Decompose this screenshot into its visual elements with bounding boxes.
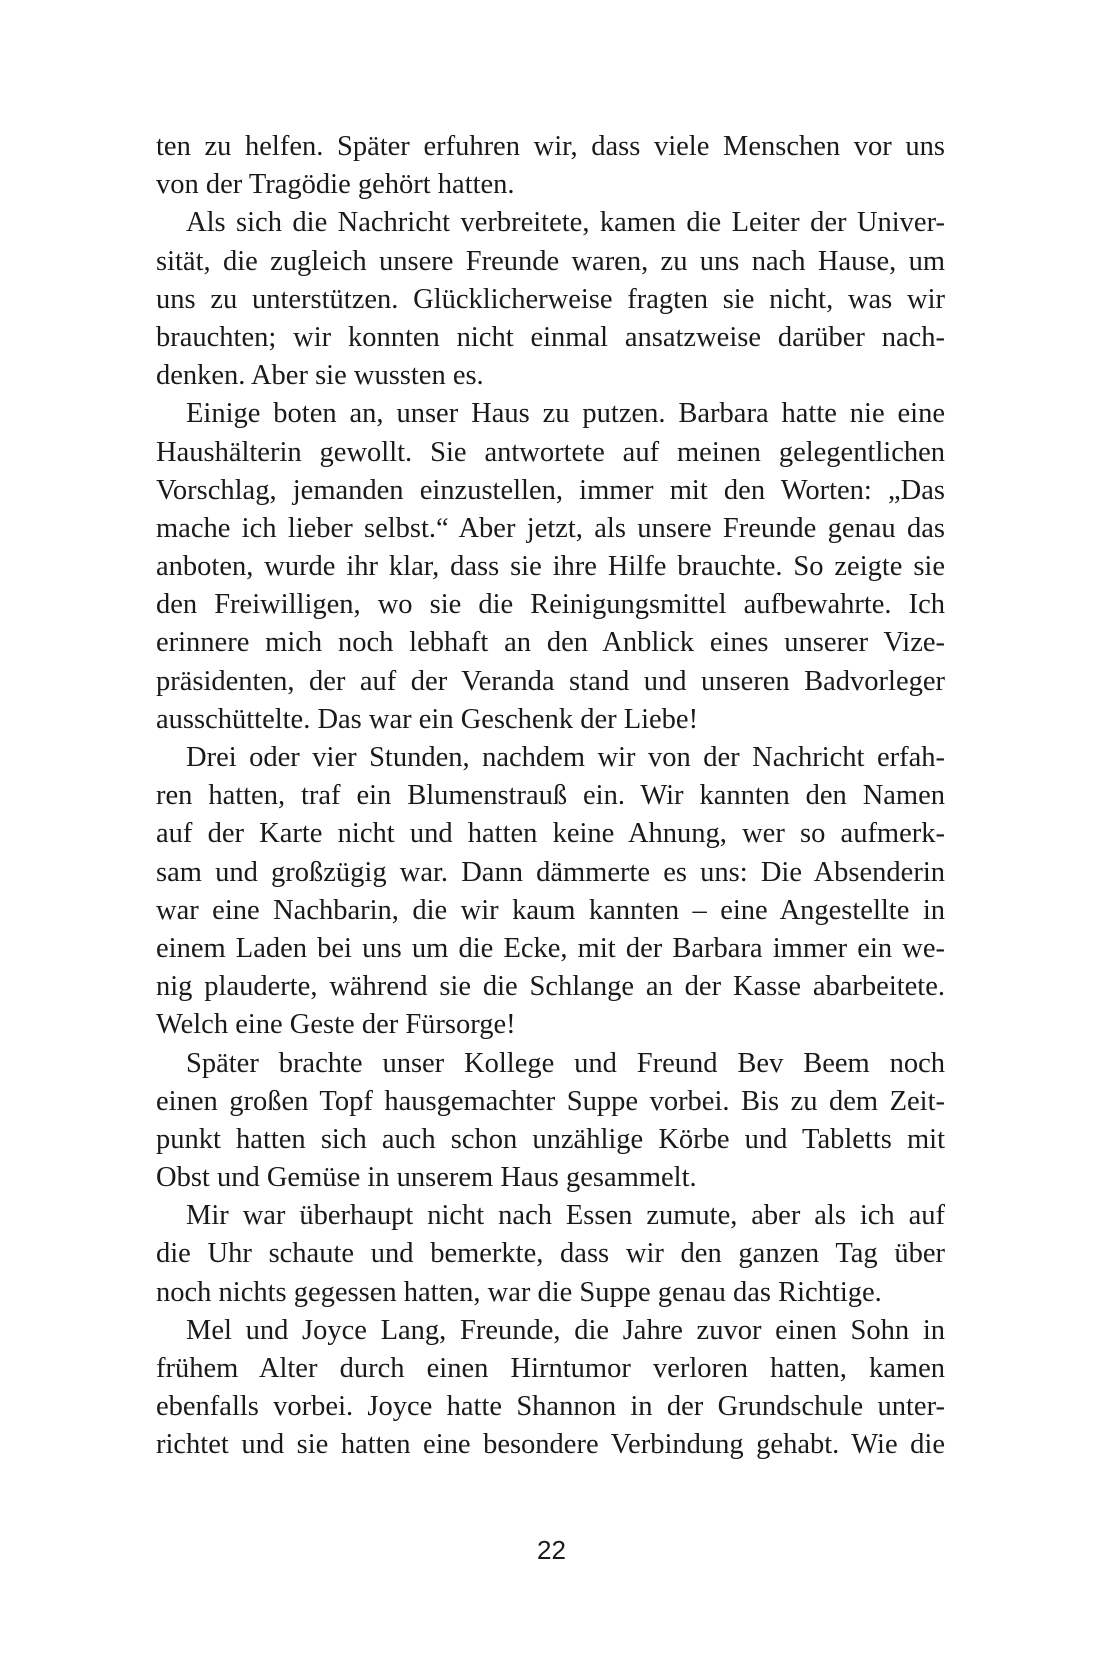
text-line: von der Tragödie gehört hatten. xyxy=(156,169,515,201)
text-line: nig plauderte, während sie die Schlange an der Kasse abarbeitete. xyxy=(156,971,945,1003)
text-line: den Freiwilligen, wo sie die Reinigungsmittel aufbewahrte. Ich xyxy=(156,589,945,621)
text-line: Welch eine Geste der Fürsorge! xyxy=(156,1009,516,1041)
paragraph xyxy=(156,739,945,1045)
text-line: ebenfalls vorbei. Joyce hatte Shannon in der Grundschule unter- xyxy=(156,1391,945,1423)
text-line: einem Laden bei uns um die Ecke, mit der Barbara immer ein we- xyxy=(156,932,945,964)
paragraph xyxy=(156,1045,945,1198)
paragraph xyxy=(156,1197,945,1312)
text-line: Einige boten an, unser Haus zu putzen. Barbara hatte nie eine xyxy=(186,398,945,430)
text-line: richtet und sie hatten eine besondere Verbindung gehabt. Wie die xyxy=(156,1429,945,1461)
text-line: auf der Karte nicht und hatten keine Ahnung, wer so aufmerk- xyxy=(156,818,945,850)
text-line: Obst und Gemüse in unserem Haus gesammelt. xyxy=(156,1162,697,1194)
text-line: sität, die zugleich unsere Freunde waren, zu uns nach Hause, um xyxy=(156,245,945,277)
paragraph xyxy=(156,128,945,204)
text-line: sam und großzügig war. Dann dämmerte es uns: Die Absenderin xyxy=(156,856,945,888)
page-number: 22 xyxy=(537,1535,566,1565)
text-line: ten zu helfen. Später erfuhren wir, dass viele Menschen vor uns xyxy=(156,131,945,162)
text-line: erinnere mich noch lebhaft an den Anblick eines unserer Vize- xyxy=(156,627,945,659)
text-line: Drei oder vier Stunden, nachdem wir von der Nachricht erfah- xyxy=(186,742,945,773)
text-line: einen großen Topf hausgemachter Suppe vorbei. Bis zu dem Zeit- xyxy=(156,1085,945,1117)
paragraph xyxy=(156,1312,945,1465)
text-line: uns zu unterstützen. Glücklicherweise fragten sie nicht, was wir xyxy=(156,283,945,315)
text-line: die Uhr schaute und bemerkte, dass wir den ganzen Tag über xyxy=(156,1238,945,1270)
text-line: Als sich die Nachricht verbreitete, kamen die Leiter der Univer- xyxy=(186,207,945,239)
paragraph xyxy=(156,395,945,739)
paragraph xyxy=(156,204,945,395)
text-line: Mir war überhaupt nicht nach Essen zumute, aber als ich auf xyxy=(186,1200,945,1232)
text-line: brauchten; wir konnten nicht einmal ansatzweise darüber nach- xyxy=(156,321,945,353)
text-line: punkt hatten sich auch schon unzählige Körbe und Tabletts mit xyxy=(156,1123,945,1155)
text-line: Später brachte unser Kollege und Freund Bev Beem noch xyxy=(186,1047,945,1079)
body-text xyxy=(156,128,945,1465)
text-line: anboten, wurde ihr klar, dass sie ihre Hilfe brauchte. So zeigte sie xyxy=(156,551,945,583)
text-line: Haushälterin gewollt. Sie antwortete auf meinen gelegentlichen xyxy=(156,436,945,468)
text-line: mache ich lieber selbst.“ Aber jetzt, als unsere Freunde genau das xyxy=(156,512,945,544)
text-line: Vorschlag, jemanden einzustellen, immer mit den Worten: „Das xyxy=(156,474,945,506)
text-line: ren hatten, traf ein Blumenstrauß ein. Wir kannten den Namen xyxy=(156,780,945,812)
text-line: präsidenten, der auf der Veranda stand und unseren Badvorleger xyxy=(156,665,945,697)
text-line: ausschüttelte. Das war ein Geschenk der Liebe! xyxy=(156,703,699,735)
text-line: denken. Aber sie wussten es. xyxy=(156,360,484,392)
text-line: Mel und Joyce Lang, Freunde, die Jahre zuvor einen Sohn in xyxy=(186,1314,945,1346)
text-line: noch nichts gegessen hatten, war die Suppe genau das Richtige. xyxy=(156,1276,882,1308)
text-line: frühem Alter durch einen Hirntumor verloren hatten, kamen xyxy=(156,1353,945,1384)
text-line: war eine Nachbarin, die wir kaum kannten – eine Angestellte in xyxy=(156,894,945,926)
